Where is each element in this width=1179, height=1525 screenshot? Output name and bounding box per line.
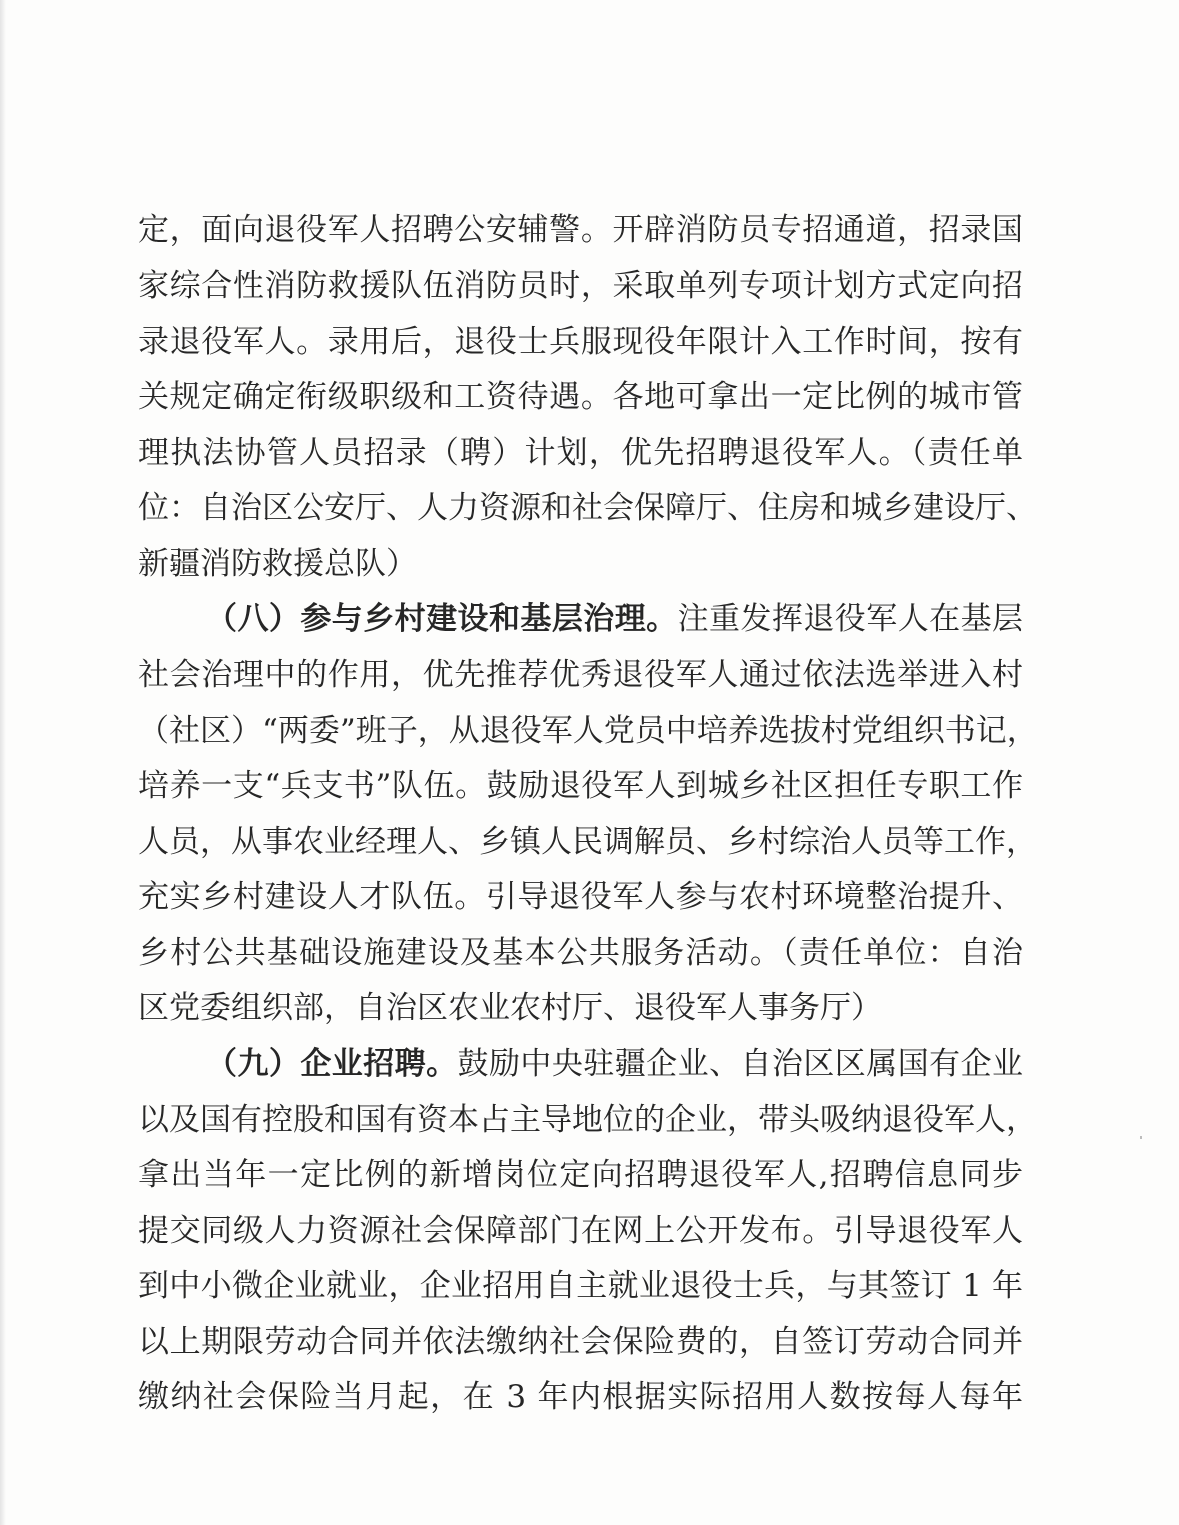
section-heading-line: （八）参与乡村建设和基层治理。注重发挥退役军人在基层 — [206, 601, 1024, 637]
text-line: 理执法协管人员招录（聘）计划，优先招聘退役军人。（责任单 — [138, 435, 1023, 471]
section-heading-line: （九）企业招聘。鼓励中央驻疆企业、自治区区属国有企业 — [206, 1046, 1024, 1082]
section-heading-8: （八）参与乡村建设和基层治理。 — [206, 601, 678, 637]
text-line: 定，面向退役军人招聘公安辅警。开辟消防员专招通道，招录国 — [138, 212, 1023, 248]
text-line: 以及国有控股和国有资本占主导地位的企业，带头吸纳退役军人， — [138, 1102, 1037, 1138]
text-line: 提交同级人力资源社会保障部门在网上公开发布。引导退役军人 — [138, 1213, 1023, 1249]
text-line: 家综合性消防救援队伍消防员时，采取单列专项计划方式定向招 — [138, 268, 1023, 304]
text-line: 以上期限劳动合同并依法缴纳社会保险费的，自签订劳动合同并 — [138, 1324, 1023, 1360]
text-line: （社区）“两委”班子，从退役军人党员中培养选拔村党组织书记， — [138, 713, 1038, 749]
text-line: 缴纳社会保险当月起，在 3 年内根据实际招用人数按每人每年 — [138, 1379, 1023, 1415]
page-edge-shadow — [0, 0, 6, 1525]
text-line: 乡村公共基础设施建设及基本公共服务活动。（责任单位：自治 — [138, 935, 1023, 971]
text-line: 录退役军人。录用后，退役士兵服现役年限计入工作时间，按有 — [138, 324, 1023, 360]
text-line: 社会治理中的作用，优先推荐优秀退役军人通过依法选举进入村 — [138, 657, 1023, 693]
text-line: 关规定确定衔级职级和工资待遇。各地可拿出一定比例的城市管 — [138, 379, 1023, 415]
text-line: 充实乡村建设人才队伍。引导退役军人参与农村环境整治提升、 — [138, 879, 1023, 915]
text-line: 位：自治区公安厅、人力资源和社会保障厅、住房和城乡建设厅、 — [138, 490, 1037, 526]
text-line: 培养一支“兵支书”队伍。鼓励退役军人到城乡社区担任专职工作 — [138, 768, 1023, 804]
scan-speck — [1140, 1136, 1142, 1139]
text-line: 新疆消防救援总队） — [138, 546, 417, 582]
section-heading-9: （九）企业招聘。 — [206, 1046, 458, 1082]
text-line: 拿出当年一定比例的新增岗位定向招聘退役军人,招聘信息同步 — [138, 1157, 1023, 1193]
text-line: 区党委组织部，自治区农业农村厅、退役军人事务厅） — [138, 990, 882, 1026]
text-line: 到中小微企业就业，企业招用自主就业退役士兵，与其签订 1 年 — [138, 1268, 1023, 1304]
text-line: 人员，从事农业经理人、乡镇人民调解员、乡村综治人员等工作， — [138, 824, 1037, 860]
